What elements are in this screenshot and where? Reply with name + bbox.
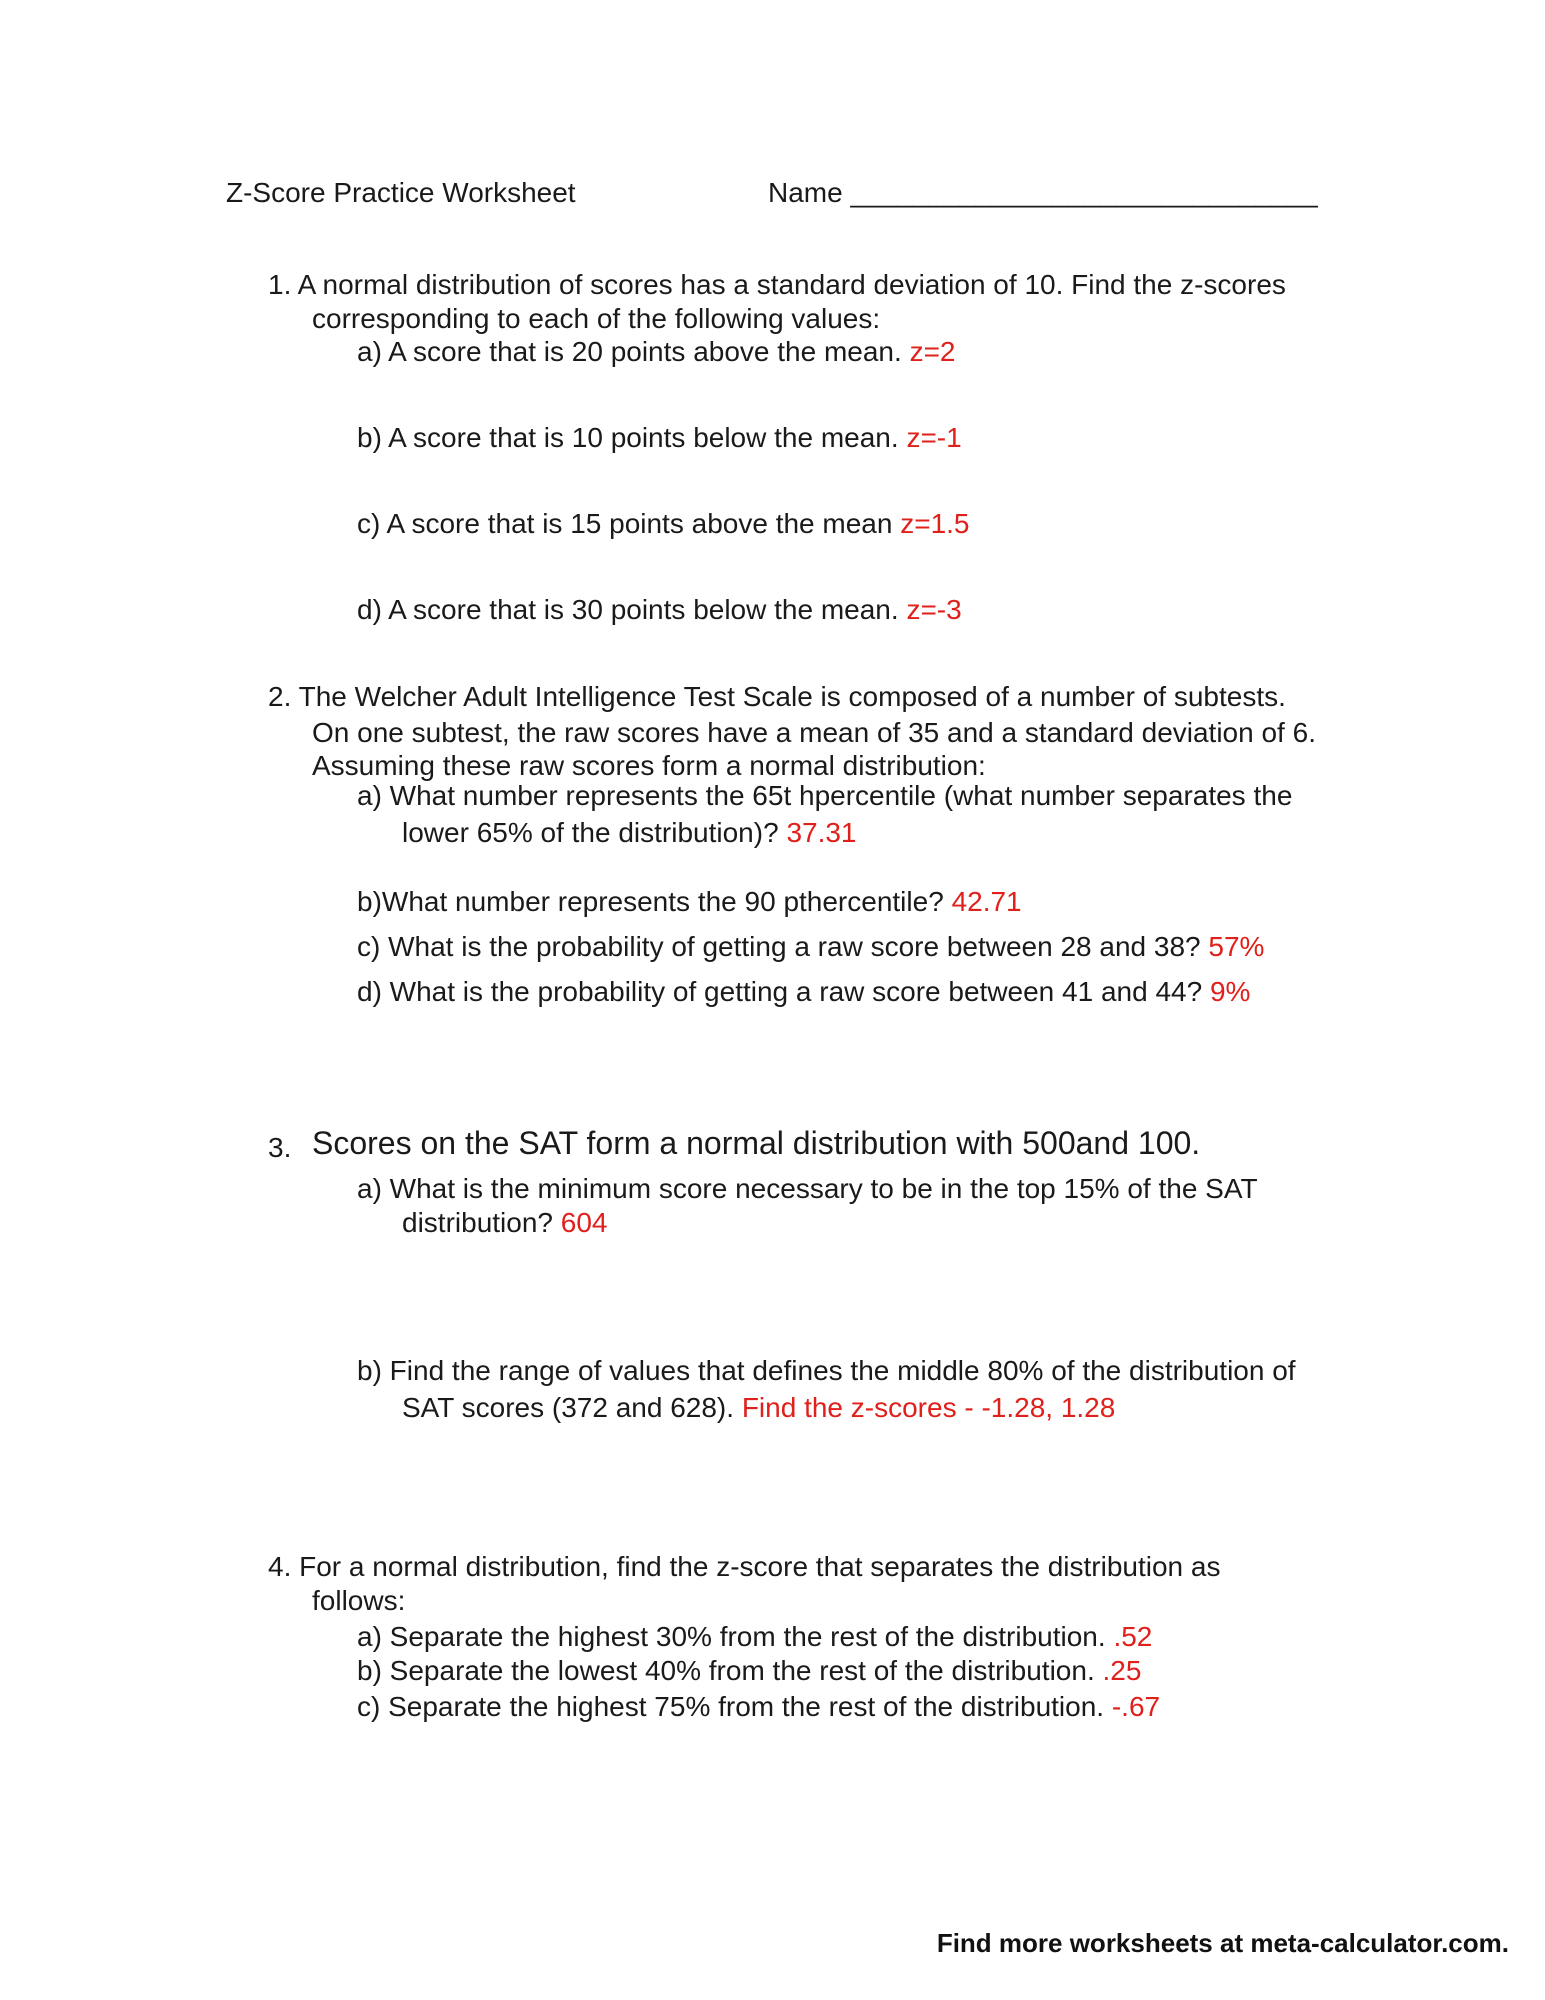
q4-b-text: b) Separate the lowest 40% from the rest of the distribution. (357, 1655, 1103, 1686)
q2-line1: 2. The Welcher Adult Intelligence Test Scale is composed of a number of subtests. (268, 681, 1286, 712)
q4-part-b (357, 1654, 1141, 1688)
q3-part-b-line1: b) Find the range of values that defines the middle 80% of the distribution of (357, 1355, 1296, 1386)
q1-d-text: d) A score that is 30 points below the mean. (357, 594, 907, 625)
q1-part-d (357, 593, 962, 627)
q1-part-b (357, 421, 962, 455)
worksheet-title: Z-Score Practice Worksheet (226, 177, 576, 208)
q4-a-answer: .52 (1113, 1621, 1153, 1652)
q2-b-text: b)What number represents the 90 pthercentile? (357, 886, 952, 917)
q4-c-answer: -.67 (1111, 1691, 1161, 1722)
q4-line1: 4. For a normal distribution, find the z-score that separates the distribution as (268, 1551, 1221, 1582)
name-field-label: Name ______________________________ (768, 177, 1318, 208)
q1-b-text: b) A score that is 10 points below the mean. (357, 422, 907, 453)
q3-line1: Scores on the SAT form a normal distribution with 500and 100. (312, 1125, 1201, 1161)
q3-number: 3. (268, 1132, 292, 1163)
q1-line1: 1. A normal distribution of scores has a standard deviation of 10. Find the z-scores (268, 269, 1286, 300)
footer-link-text: Find more worksheets at meta-calculator.com. (936, 1928, 1509, 1958)
q1-c-answer: z=1.5 (900, 508, 970, 539)
q3-a-text: distribution? (402, 1207, 561, 1238)
q2-part-a-line2 (402, 816, 857, 850)
q3-part-a-line2 (402, 1206, 607, 1240)
q2-d-answer: 9% (1209, 976, 1251, 1007)
q4-b-answer: .25 (1102, 1655, 1142, 1686)
q2-a-answer: 37.31 (786, 817, 857, 848)
q2-b-answer: 42.71 (951, 886, 1022, 917)
q1-part-a (357, 335, 956, 369)
q1-d-answer: z=-3 (906, 594, 962, 625)
q1-a-text: a) A score that is 20 points above the mean. (357, 336, 910, 367)
q2-d-text: d) What is the probability of getting a raw score between 41 and 44? (357, 976, 1210, 1007)
q3-a-answer: 604 (560, 1207, 608, 1238)
q2-c-answer: 57% (1208, 931, 1265, 962)
q4-a-text: a) Separate the highest 30% from the rest of the distribution. (357, 1621, 1114, 1652)
q3-part-a-line1: a) What is the minimum score necessary to be in the top 15% of the SAT (357, 1173, 1258, 1204)
q2-part-a-line1: a) What number represents the 65t hpercentile (what number separates the (357, 780, 1293, 811)
q2-part-d (357, 975, 1250, 1009)
q1-b-answer: z=-1 (906, 422, 962, 453)
q3-b-answer: Find the z-scores - -1.28, 1.28 (741, 1392, 1116, 1423)
q2-line2: On one subtest, the raw scores have a mean of 35 and a standard deviation of 6. (312, 717, 1316, 748)
q4-part-c (357, 1690, 1160, 1724)
q2-part-b (357, 885, 1022, 919)
q1-a-answer: z=2 (909, 336, 956, 367)
q3-b-text: SAT scores (372 and 628). (402, 1392, 742, 1423)
q3-part-b-line2 (402, 1391, 1115, 1425)
q2-part-c (357, 930, 1264, 964)
q2-a-text: lower 65% of the distribution)? (402, 817, 787, 848)
q1-c-text: c) A score that is 15 points above the mean (357, 508, 901, 539)
q4-c-text: c) Separate the highest 75% from the rest of the distribution. (357, 1691, 1112, 1722)
q4-part-a (357, 1620, 1152, 1654)
q2-c-text: c) What is the probability of getting a raw score between 28 and 38? (357, 931, 1209, 962)
q1-part-c (357, 507, 970, 541)
q2-line3: Assuming these raw scores form a normal distribution: (312, 750, 986, 781)
q4-line2: follows: (312, 1585, 406, 1616)
q1-line2: corresponding to each of the following values: (312, 303, 881, 334)
